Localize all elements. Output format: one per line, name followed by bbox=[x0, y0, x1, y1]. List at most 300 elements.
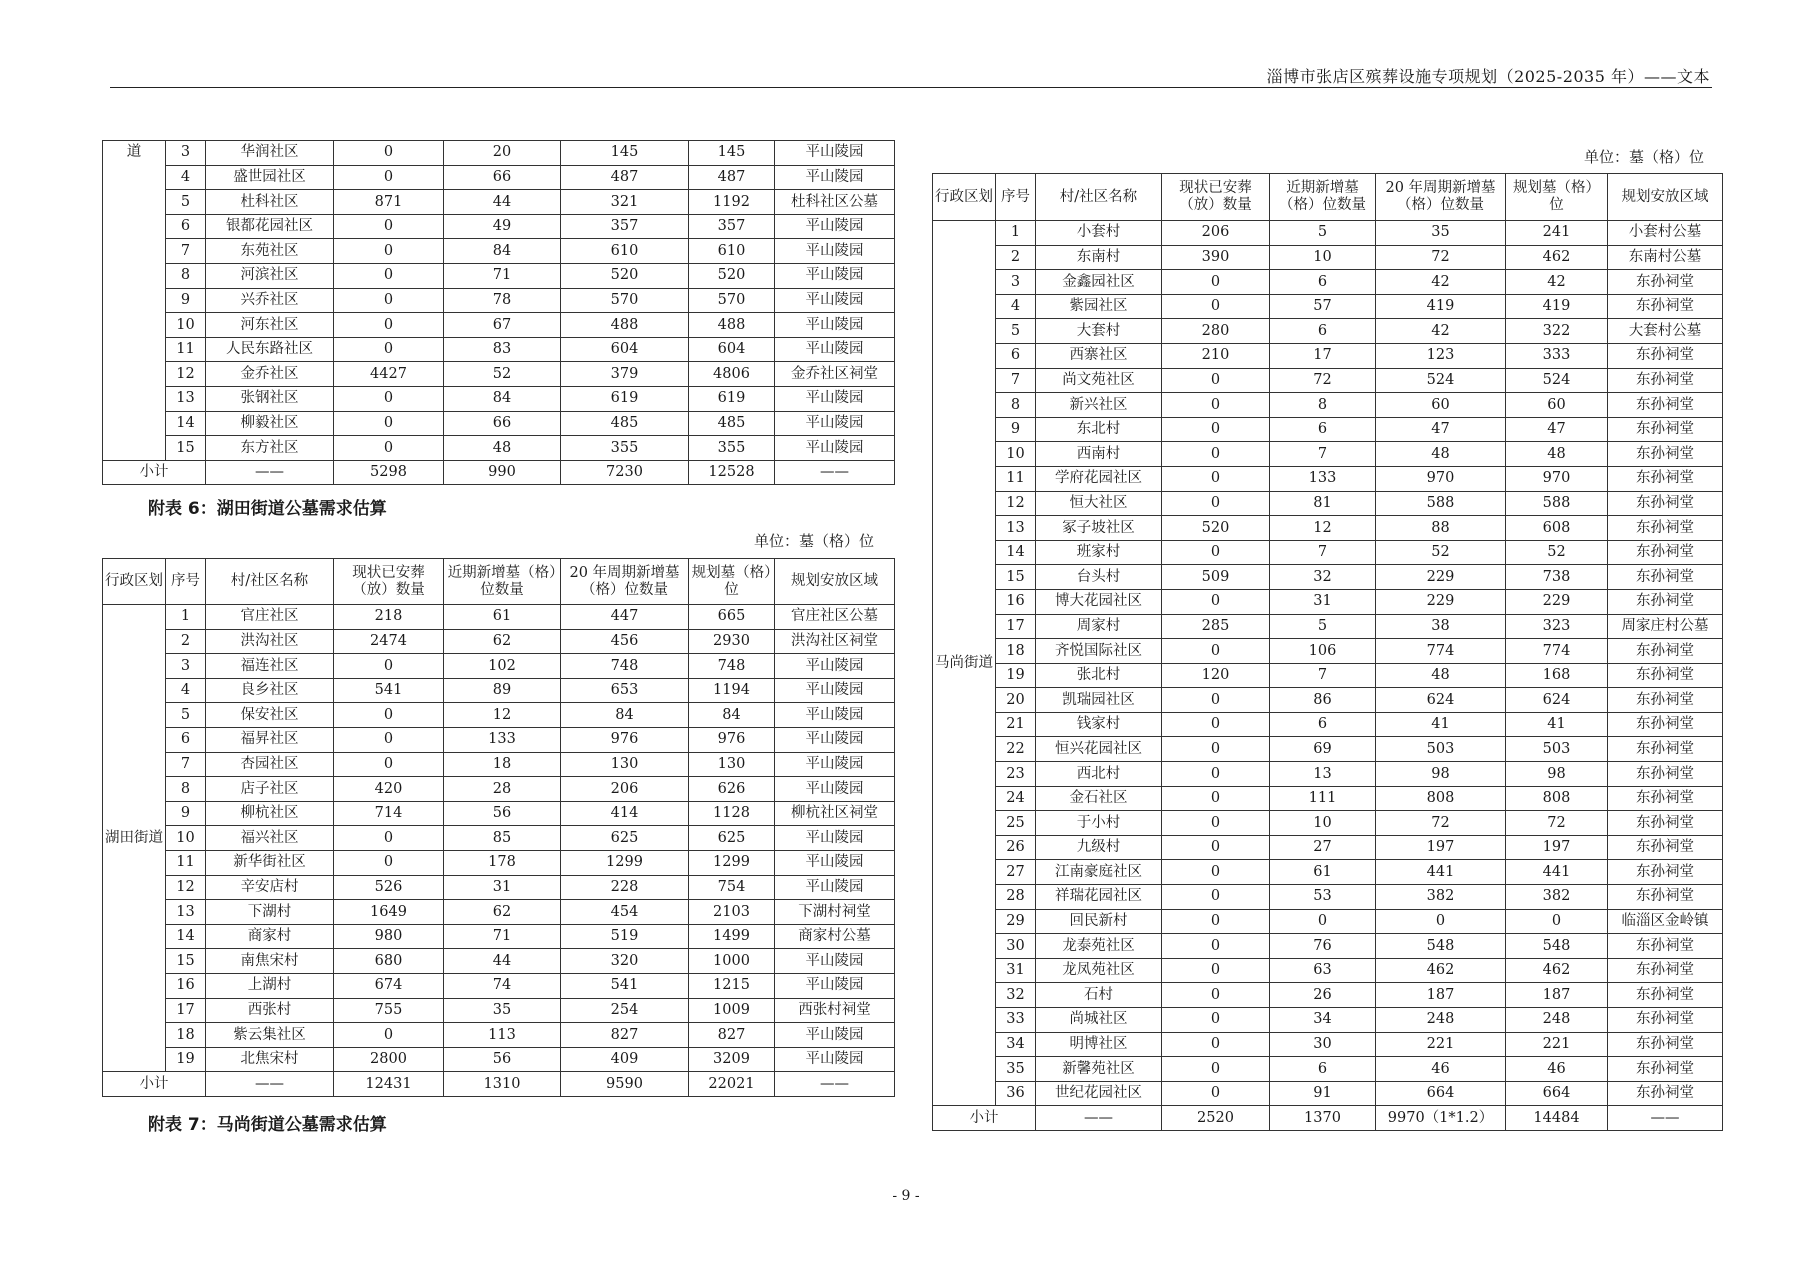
current-cell: 0 bbox=[1162, 1008, 1270, 1033]
table-row bbox=[103, 362, 895, 387]
plan-cell: 441 bbox=[1506, 860, 1608, 885]
name-cell: 东南村 bbox=[1036, 245, 1162, 270]
plan-cell: 610 bbox=[689, 239, 775, 264]
twenty-cell: 970 bbox=[1376, 466, 1506, 491]
plan-cell: 187 bbox=[1506, 983, 1608, 1008]
name-cell: 新华街社区 bbox=[206, 850, 334, 875]
near-cell: 49 bbox=[444, 214, 561, 239]
area-cell: 杜科社区公墓 bbox=[775, 190, 895, 215]
twenty-cell: 72 bbox=[1376, 245, 1506, 270]
near-cell: 48 bbox=[444, 436, 561, 461]
plan-cell: 355 bbox=[689, 436, 775, 461]
twenty-cell: 519 bbox=[561, 924, 689, 949]
near-cell: 53 bbox=[1270, 885, 1376, 910]
near-cell: 30 bbox=[1270, 1032, 1376, 1057]
col-header-near: 近期新增墓（格）位数量 bbox=[444, 559, 561, 605]
area-cell: 平山陵园 bbox=[775, 313, 895, 338]
plan-cell: 1499 bbox=[689, 924, 775, 949]
area-cell: 东孙祠堂 bbox=[1608, 491, 1723, 516]
table-mashang bbox=[932, 173, 1723, 1131]
name-cell: 祥瑞花园社区 bbox=[1036, 885, 1162, 910]
twenty-cell: 355 bbox=[561, 436, 689, 461]
current-cell: 218 bbox=[334, 605, 444, 630]
table-row bbox=[933, 516, 1723, 541]
current-cell: 0 bbox=[1162, 294, 1270, 319]
table-row bbox=[103, 337, 895, 362]
twenty-cell: 42 bbox=[1376, 319, 1506, 344]
seq-cell: 36 bbox=[996, 1081, 1036, 1106]
plan-cell: 626 bbox=[689, 777, 775, 802]
table-row bbox=[933, 589, 1723, 614]
seq-cell: 10 bbox=[996, 442, 1036, 467]
near-cell: 52 bbox=[444, 362, 561, 387]
current-cell: 1649 bbox=[334, 900, 444, 925]
seq-cell: 7 bbox=[166, 239, 206, 264]
page-number: - 9 - bbox=[892, 1188, 920, 1204]
plan-cell: 619 bbox=[689, 386, 775, 411]
subtotal-area: —— bbox=[775, 1072, 895, 1097]
plan-cell: 4806 bbox=[689, 362, 775, 387]
area-cell: 平山陵园 bbox=[775, 949, 895, 974]
near-cell: 85 bbox=[444, 826, 561, 851]
table-row bbox=[103, 973, 895, 998]
twenty-cell: 42 bbox=[1376, 270, 1506, 295]
name-cell: 福昇社区 bbox=[206, 727, 334, 752]
seq-cell: 33 bbox=[996, 1008, 1036, 1033]
near-cell: 28 bbox=[444, 777, 561, 802]
area-cell: 商家村公墓 bbox=[775, 924, 895, 949]
area-cell: 东孙祠堂 bbox=[1608, 417, 1723, 442]
plan-cell: 774 bbox=[1506, 639, 1608, 664]
seq-cell: 10 bbox=[166, 313, 206, 338]
area-cell: 平山陵园 bbox=[775, 678, 895, 703]
area-cell: 东孙祠堂 bbox=[1608, 343, 1723, 368]
subtotal-area: —— bbox=[1608, 1106, 1723, 1131]
name-cell: 福兴社区 bbox=[206, 826, 334, 851]
near-cell: 84 bbox=[444, 386, 561, 411]
plan-cell: 1009 bbox=[689, 998, 775, 1023]
name-cell: 上湖村 bbox=[206, 973, 334, 998]
table-row bbox=[103, 605, 895, 630]
seq-cell: 12 bbox=[166, 362, 206, 387]
twenty-cell: 503 bbox=[1376, 737, 1506, 762]
near-cell: 71 bbox=[444, 924, 561, 949]
subtotal-row bbox=[933, 1106, 1723, 1131]
area-cell: 平山陵园 bbox=[775, 386, 895, 411]
name-cell: 齐悦国际社区 bbox=[1036, 639, 1162, 664]
twenty-cell: 248 bbox=[1376, 1008, 1506, 1033]
area-cell: 平山陵园 bbox=[775, 288, 895, 313]
plan-cell: 1299 bbox=[689, 850, 775, 875]
near-cell: 133 bbox=[1270, 466, 1376, 491]
table-top-continuation bbox=[102, 140, 895, 485]
twenty-cell: 524 bbox=[1376, 368, 1506, 393]
plan-cell: 46 bbox=[1506, 1057, 1608, 1082]
area-cell: 平山陵园 bbox=[775, 850, 895, 875]
name-cell: 龙泰苑社区 bbox=[1036, 934, 1162, 959]
near-cell: 66 bbox=[444, 411, 561, 436]
twenty-cell: 88 bbox=[1376, 516, 1506, 541]
seq-cell: 15 bbox=[166, 436, 206, 461]
area-cell: 东孙祠堂 bbox=[1608, 885, 1723, 910]
name-cell: 西张村 bbox=[206, 998, 334, 1023]
area-cell: 平山陵园 bbox=[775, 165, 895, 190]
current-cell: 0 bbox=[1162, 712, 1270, 737]
near-cell: 56 bbox=[444, 801, 561, 826]
name-cell: 西寨社区 bbox=[1036, 343, 1162, 368]
current-cell: 0 bbox=[334, 214, 444, 239]
near-cell: 7 bbox=[1270, 540, 1376, 565]
seq-cell: 1 bbox=[996, 221, 1036, 246]
twenty-cell: 320 bbox=[561, 949, 689, 974]
twenty-cell: 48 bbox=[1376, 663, 1506, 688]
plan-cell: 248 bbox=[1506, 1008, 1608, 1033]
near-cell: 61 bbox=[444, 605, 561, 630]
seq-cell: 27 bbox=[996, 860, 1036, 885]
subtotal-plan: 22021 bbox=[689, 1072, 775, 1097]
table-row bbox=[103, 386, 895, 411]
twenty-cell: 321 bbox=[561, 190, 689, 215]
seq-cell: 29 bbox=[996, 909, 1036, 934]
near-cell: 12 bbox=[444, 703, 561, 728]
area-cell: 平山陵园 bbox=[775, 654, 895, 679]
table-row bbox=[103, 263, 895, 288]
plan-cell: 485 bbox=[689, 411, 775, 436]
table-row bbox=[103, 875, 895, 900]
twenty-cell: 653 bbox=[561, 678, 689, 703]
current-cell: 509 bbox=[1162, 565, 1270, 590]
seq-cell: 13 bbox=[996, 516, 1036, 541]
current-cell: 0 bbox=[334, 727, 444, 752]
table-row bbox=[933, 491, 1723, 516]
twenty-cell: 123 bbox=[1376, 343, 1506, 368]
seq-cell: 17 bbox=[166, 998, 206, 1023]
name-cell: 良乡社区 bbox=[206, 678, 334, 703]
twenty-cell: 228 bbox=[561, 875, 689, 900]
table-row bbox=[933, 565, 1723, 590]
current-cell: 755 bbox=[334, 998, 444, 1023]
name-cell: 下湖村 bbox=[206, 900, 334, 925]
area-cell: 东孙祠堂 bbox=[1608, 688, 1723, 713]
col-header-current: 现状已安葬（放）数量 bbox=[1162, 174, 1270, 221]
current-cell: 714 bbox=[334, 801, 444, 826]
seq-cell: 13 bbox=[166, 900, 206, 925]
current-cell: 0 bbox=[334, 411, 444, 436]
current-cell: 0 bbox=[1162, 270, 1270, 295]
col-header-plan: 规划墓（格）位 bbox=[1506, 174, 1608, 221]
seq-cell: 35 bbox=[996, 1057, 1036, 1082]
name-cell: 东苑社区 bbox=[206, 239, 334, 264]
subtotal-dash: —— bbox=[206, 460, 334, 485]
plan-cell: 604 bbox=[689, 337, 775, 362]
subtotal-twenty: 9590 bbox=[561, 1072, 689, 1097]
current-cell: 210 bbox=[1162, 343, 1270, 368]
name-cell: 河滨社区 bbox=[206, 263, 334, 288]
near-cell: 71 bbox=[444, 263, 561, 288]
name-cell: 世纪花园社区 bbox=[1036, 1081, 1162, 1106]
current-cell: 0 bbox=[1162, 786, 1270, 811]
table-row bbox=[933, 712, 1723, 737]
area-cell: 平山陵园 bbox=[775, 239, 895, 264]
current-cell: 4427 bbox=[334, 362, 444, 387]
seq-cell: 24 bbox=[996, 786, 1036, 811]
current-cell: 0 bbox=[1162, 1057, 1270, 1082]
name-cell: 九级村 bbox=[1036, 835, 1162, 860]
table-row bbox=[103, 826, 895, 851]
table-row bbox=[103, 1047, 895, 1072]
name-cell: 店子社区 bbox=[206, 777, 334, 802]
table-row bbox=[103, 214, 895, 239]
twenty-cell: 357 bbox=[561, 214, 689, 239]
area-cell: 平山陵园 bbox=[775, 1047, 895, 1072]
plan-cell: 382 bbox=[1506, 885, 1608, 910]
seq-cell: 18 bbox=[166, 1023, 206, 1048]
twenty-cell: 84 bbox=[561, 703, 689, 728]
near-cell: 89 bbox=[444, 678, 561, 703]
twenty-cell: 541 bbox=[561, 973, 689, 998]
current-cell: 206 bbox=[1162, 221, 1270, 246]
current-cell: 0 bbox=[1162, 909, 1270, 934]
table-row bbox=[933, 639, 1723, 664]
table-row bbox=[933, 319, 1723, 344]
unit-label-left: 单位：墓（格）位 bbox=[754, 532, 875, 550]
plan-cell: 462 bbox=[1506, 958, 1608, 983]
name-cell: 官庄社区 bbox=[206, 605, 334, 630]
name-cell: 江南豪庭社区 bbox=[1036, 860, 1162, 885]
seq-cell: 2 bbox=[996, 245, 1036, 270]
near-cell: 20 bbox=[444, 141, 561, 166]
twenty-cell: 41 bbox=[1376, 712, 1506, 737]
twenty-cell: 35 bbox=[1376, 221, 1506, 246]
name-cell: 商家村 bbox=[206, 924, 334, 949]
name-cell: 回民新村 bbox=[1036, 909, 1162, 934]
twenty-cell: 588 bbox=[1376, 491, 1506, 516]
plan-cell: 419 bbox=[1506, 294, 1608, 319]
plan-cell: 1192 bbox=[689, 190, 775, 215]
table-row bbox=[103, 703, 895, 728]
caption-table-6: 附表 6：湖田街道公墓需求估算 bbox=[148, 499, 387, 519]
subtotal-current: 5298 bbox=[334, 460, 444, 485]
area-cell: 东孙祠堂 bbox=[1608, 983, 1723, 1008]
name-cell: 北焦宋村 bbox=[206, 1047, 334, 1072]
seq-cell: 8 bbox=[996, 393, 1036, 418]
seq-cell: 14 bbox=[166, 924, 206, 949]
current-cell: 980 bbox=[334, 924, 444, 949]
current-cell: 0 bbox=[1162, 1032, 1270, 1057]
table-row bbox=[103, 949, 895, 974]
seq-cell: 5 bbox=[166, 190, 206, 215]
seq-cell: 21 bbox=[996, 712, 1036, 737]
near-cell: 7 bbox=[1270, 663, 1376, 688]
col-header-plan: 规划墓（格）位 bbox=[689, 559, 775, 605]
near-cell: 62 bbox=[444, 900, 561, 925]
near-cell: 57 bbox=[1270, 294, 1376, 319]
area-cell: 东孙祠堂 bbox=[1608, 516, 1723, 541]
area-cell: 平山陵园 bbox=[775, 214, 895, 239]
subtotal-near: 1370 bbox=[1270, 1106, 1376, 1131]
area-cell: 东孙祠堂 bbox=[1608, 934, 1723, 959]
current-cell: 871 bbox=[334, 190, 444, 215]
current-cell: 0 bbox=[334, 752, 444, 777]
col-header-district: 行政区划 bbox=[933, 174, 996, 221]
table-row bbox=[103, 629, 895, 654]
table-row bbox=[103, 801, 895, 826]
name-cell: 杜科社区 bbox=[206, 190, 334, 215]
plan-cell: 145 bbox=[689, 141, 775, 166]
plan-cell: 2930 bbox=[689, 629, 775, 654]
plan-cell: 47 bbox=[1506, 417, 1608, 442]
seq-cell: 4 bbox=[996, 294, 1036, 319]
plan-cell: 462 bbox=[1506, 245, 1608, 270]
twenty-cell: 604 bbox=[561, 337, 689, 362]
twenty-cell: 485 bbox=[561, 411, 689, 436]
seq-cell: 30 bbox=[996, 934, 1036, 959]
plan-cell: 665 bbox=[689, 605, 775, 630]
plan-cell: 98 bbox=[1506, 762, 1608, 787]
subtotal-near: 1310 bbox=[444, 1072, 561, 1097]
near-cell: 13 bbox=[1270, 762, 1376, 787]
col-header-name: 村/社区名称 bbox=[1036, 174, 1162, 221]
table-row bbox=[933, 393, 1723, 418]
area-cell: 东孙祠堂 bbox=[1608, 737, 1723, 762]
seq-cell: 14 bbox=[996, 540, 1036, 565]
table-row bbox=[103, 411, 895, 436]
area-cell: 洪沟社区祠堂 bbox=[775, 629, 895, 654]
table-row bbox=[933, 368, 1723, 393]
area-cell: 西张村祠堂 bbox=[775, 998, 895, 1023]
name-cell: 新兴社区 bbox=[1036, 393, 1162, 418]
current-cell: 0 bbox=[334, 436, 444, 461]
current-cell: 0 bbox=[1162, 934, 1270, 959]
plan-cell: 197 bbox=[1506, 835, 1608, 860]
plan-cell: 588 bbox=[1506, 491, 1608, 516]
near-cell: 6 bbox=[1270, 712, 1376, 737]
subtotal-twenty: 9970（1*1.2） bbox=[1376, 1106, 1506, 1131]
area-cell: 东孙祠堂 bbox=[1608, 442, 1723, 467]
current-cell: 0 bbox=[1162, 540, 1270, 565]
plan-cell: 60 bbox=[1506, 393, 1608, 418]
subtotal-label: 小计 bbox=[933, 1106, 1036, 1131]
table-row bbox=[933, 811, 1723, 836]
twenty-cell: 447 bbox=[561, 605, 689, 630]
twenty-cell: 827 bbox=[561, 1023, 689, 1048]
current-cell: 541 bbox=[334, 678, 444, 703]
table-row bbox=[933, 270, 1723, 295]
area-cell: 平山陵园 bbox=[775, 826, 895, 851]
twenty-cell: 145 bbox=[561, 141, 689, 166]
area-cell: 平山陵园 bbox=[775, 411, 895, 436]
seq-cell: 12 bbox=[166, 875, 206, 900]
plan-cell: 1128 bbox=[689, 801, 775, 826]
table-row bbox=[103, 1023, 895, 1048]
subtotal-label: 小计 bbox=[103, 460, 206, 485]
current-cell: 0 bbox=[1162, 1081, 1270, 1106]
twenty-cell: 625 bbox=[561, 826, 689, 851]
current-cell: 0 bbox=[334, 337, 444, 362]
twenty-cell: 60 bbox=[1376, 393, 1506, 418]
table-row bbox=[103, 165, 895, 190]
twenty-cell: 197 bbox=[1376, 835, 1506, 860]
table-row bbox=[933, 417, 1723, 442]
table-row bbox=[933, 540, 1723, 565]
table-row bbox=[933, 835, 1723, 860]
current-cell: 680 bbox=[334, 949, 444, 974]
seq-cell: 22 bbox=[996, 737, 1036, 762]
current-cell: 0 bbox=[334, 850, 444, 875]
near-cell: 26 bbox=[1270, 983, 1376, 1008]
table-row bbox=[933, 1057, 1723, 1082]
name-cell: 凯瑞园社区 bbox=[1036, 688, 1162, 713]
seq-cell: 4 bbox=[166, 678, 206, 703]
twenty-cell: 47 bbox=[1376, 417, 1506, 442]
area-cell: 东孙祠堂 bbox=[1608, 589, 1723, 614]
name-cell: 张钢社区 bbox=[206, 386, 334, 411]
twenty-cell: 206 bbox=[561, 777, 689, 802]
name-cell: 冢子坡社区 bbox=[1036, 516, 1162, 541]
twenty-cell: 619 bbox=[561, 386, 689, 411]
near-cell: 74 bbox=[444, 973, 561, 998]
seq-cell: 8 bbox=[166, 777, 206, 802]
area-cell: 官庄社区公墓 bbox=[775, 605, 895, 630]
near-cell: 72 bbox=[1270, 368, 1376, 393]
table-row bbox=[103, 436, 895, 461]
table-row bbox=[103, 777, 895, 802]
name-cell: 辛安店村 bbox=[206, 875, 334, 900]
seq-cell: 15 bbox=[996, 565, 1036, 590]
district-cell: 道 bbox=[103, 141, 166, 461]
table-row bbox=[103, 141, 895, 166]
name-cell: 西北村 bbox=[1036, 762, 1162, 787]
seq-cell: 28 bbox=[996, 885, 1036, 910]
seq-cell: 11 bbox=[166, 850, 206, 875]
table-row bbox=[103, 288, 895, 313]
near-cell: 44 bbox=[444, 190, 561, 215]
table-row bbox=[933, 442, 1723, 467]
near-cell: 111 bbox=[1270, 786, 1376, 811]
twenty-cell: 414 bbox=[561, 801, 689, 826]
seq-cell: 9 bbox=[996, 417, 1036, 442]
table-row bbox=[103, 998, 895, 1023]
name-cell: 紫园社区 bbox=[1036, 294, 1162, 319]
subtotal-current: 2520 bbox=[1162, 1106, 1270, 1131]
table-row bbox=[933, 1008, 1723, 1033]
plan-cell: 1000 bbox=[689, 949, 775, 974]
area-cell: 东孙祠堂 bbox=[1608, 639, 1723, 664]
plan-cell: 130 bbox=[689, 752, 775, 777]
area-cell: 平山陵园 bbox=[775, 727, 895, 752]
near-cell: 76 bbox=[1270, 934, 1376, 959]
plan-cell: 0 bbox=[1506, 909, 1608, 934]
near-cell: 6 bbox=[1270, 417, 1376, 442]
plan-cell: 322 bbox=[1506, 319, 1608, 344]
seq-cell: 19 bbox=[996, 663, 1036, 688]
plan-cell: 221 bbox=[1506, 1032, 1608, 1057]
current-cell: 0 bbox=[1162, 737, 1270, 762]
current-cell: 0 bbox=[334, 654, 444, 679]
table-row bbox=[933, 466, 1723, 491]
table-row bbox=[103, 678, 895, 703]
current-cell: 0 bbox=[1162, 762, 1270, 787]
plan-cell: 323 bbox=[1506, 614, 1608, 639]
plan-cell: 808 bbox=[1506, 786, 1608, 811]
name-cell: 东方社区 bbox=[206, 436, 334, 461]
current-cell: 0 bbox=[1162, 466, 1270, 491]
seq-cell: 11 bbox=[166, 337, 206, 362]
plan-cell: 524 bbox=[1506, 368, 1608, 393]
area-cell: 东孙祠堂 bbox=[1608, 712, 1723, 737]
twenty-cell: 976 bbox=[561, 727, 689, 752]
name-cell: 金石社区 bbox=[1036, 786, 1162, 811]
